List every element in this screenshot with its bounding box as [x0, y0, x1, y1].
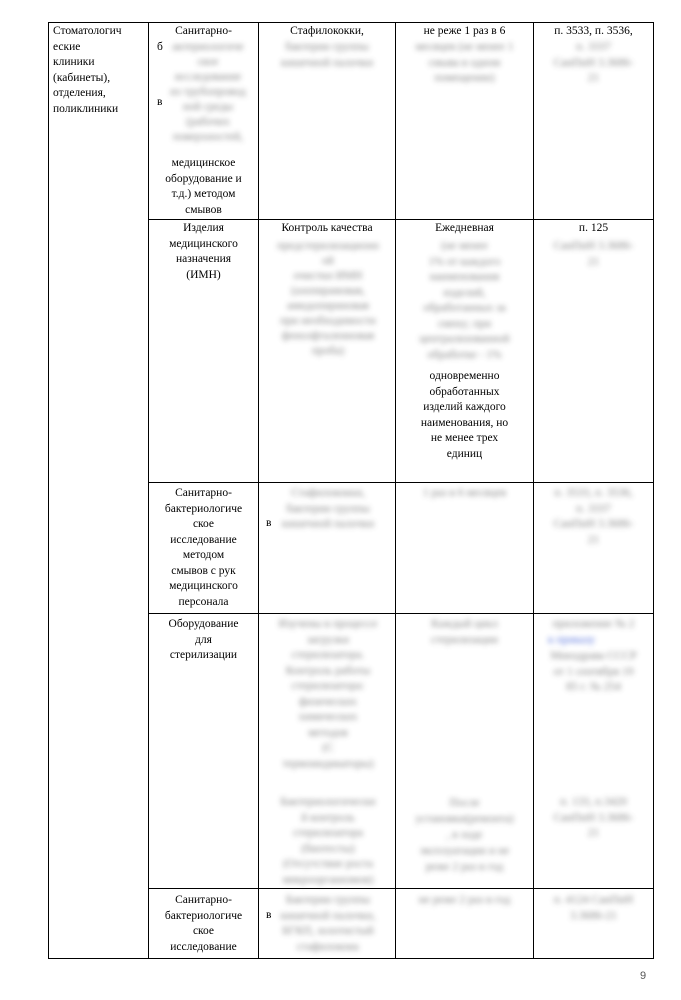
row4-normative-link[interactable]	[548, 633, 608, 649]
row4-frequency-blurred-2: После установки(ремонта) , в ходе эксплуатации и не реже 2 раз в год	[415, 797, 514, 873]
row2-frequency: Ежедневная	[435, 222, 494, 234]
row3-object: Санитарно- бактериологиче ское исследование методом смывов с рук медицинского персонала	[164, 487, 243, 608]
row4-normative-blurred-a: приложение № 2	[552, 618, 635, 630]
table-border-top	[48, 22, 653, 23]
row2-frequency-visible: одновременно обработанных изделий каждого наименования, но не менее трех единиц	[420, 370, 509, 460]
row-divider-2	[148, 482, 653, 483]
table-border-left	[48, 22, 49, 959]
row5-frequency-blurred: не реже 2 раз в год	[418, 894, 511, 906]
column-divider-3	[395, 22, 396, 959]
row-divider-3	[148, 613, 653, 614]
row4-normative-blurred-2: п. 133, п.3420 СанПиН 3.3686- 21	[553, 796, 634, 839]
row5-indicator-blurred: Бактерии группы кишечной палочки, БГКП, золотистый стафилококк	[280, 894, 376, 953]
order-link[interactable]: к приказу	[548, 634, 596, 646]
row1-object-blurred: актериологиче ское исследование из трубопровод ной среды (рабочих поверхностей,	[170, 41, 246, 143]
column-divider-2	[258, 22, 259, 959]
row1-frequency: не реже 1 раз в 6	[423, 25, 506, 37]
table-border-bottom	[48, 958, 653, 959]
row2-normative-blurred: СанПиН 3.3686- 21	[553, 240, 634, 268]
row3-normative-blurred: п. 3533, п. 3536, п. 3337 СанПиН 3.3686- 21	[553, 487, 634, 546]
table-border-right	[653, 22, 654, 959]
row1-normative-blurred: п. 3337 СанПиН 3.3686- 21	[553, 41, 634, 84]
row1-object-visible: медицинское оборудование и т.д.) методом смывов	[165, 157, 242, 216]
column-divider-4	[533, 22, 534, 959]
row5-indicator-letter-v: в	[266, 909, 272, 921]
row4-object: Оборудование для стерилизации	[168, 618, 239, 661]
row1-normative: п. 3533, п. 3536,	[554, 25, 633, 37]
row2-object: Изделия медицинского назначения (ИМН)	[169, 222, 238, 281]
row4-frequency-blurred: Каждый цикл стерилизации	[430, 618, 499, 646]
row3-indicator-blurred: Стафилококки, бактерии группы кишечной палочки	[281, 487, 375, 530]
facility-cell: Стоматологич еские клиники (кабинеты), отделения, поликлиники	[53, 25, 122, 115]
row4-indicator-blurred-2: Бактериологически й контроль стерилизатора (биотесты) (Отсутствие роста микроорганизмов)	[280, 796, 376, 886]
row4-indicator-blurred: Изучены в процессе загрузки стерилизатора. Контроль работы стерилизатора: физических химических методов (С термоиндикаторы)	[278, 618, 378, 770]
page-number: 9	[640, 970, 647, 982]
row1-frequency-blurred: месяцев (не менее 1 смыва в одном помещении)	[415, 41, 514, 84]
row2-normative: п. 125	[578, 222, 609, 234]
row5-normative-blurred: п. 4124 СанПиН 3.3686-21	[553, 894, 634, 922]
row5-object: Санитарно- бактериологиче ское исследование	[164, 894, 243, 953]
row1-indicator: Стафилококки,	[290, 25, 364, 37]
row3-indicator-letter-v: в	[266, 517, 272, 529]
row3-frequency-blurred: 1 раз в 6 месяцев	[422, 487, 507, 499]
row4-normative-blurred-b: Минздрава СССР от 1 сентября 19 85 г. № 254	[550, 650, 637, 693]
row2-indicator: Контроль качества	[281, 222, 373, 234]
column-divider-1	[148, 22, 149, 959]
row1-object-top: Санитарно-	[175, 25, 232, 37]
row1-object-letter-b: б	[157, 41, 163, 53]
row-divider-4	[148, 888, 653, 889]
row1-indicator-blurred: бактерии группы кишечной палочки	[280, 41, 374, 69]
row2-frequency-blurred: (не менее 1% от каждого наименования изделий, обработанных за смену; при централизованной обработке - 1%	[419, 240, 510, 361]
row2-indicator-blurred: предстерилизационн ой очистки ИМН (азопирамовая, амидопириновая при необходимости фенолфталеиновая проба)	[277, 240, 379, 357]
row1-object-letter-v: в	[157, 96, 163, 108]
row-divider-1	[148, 219, 653, 220]
